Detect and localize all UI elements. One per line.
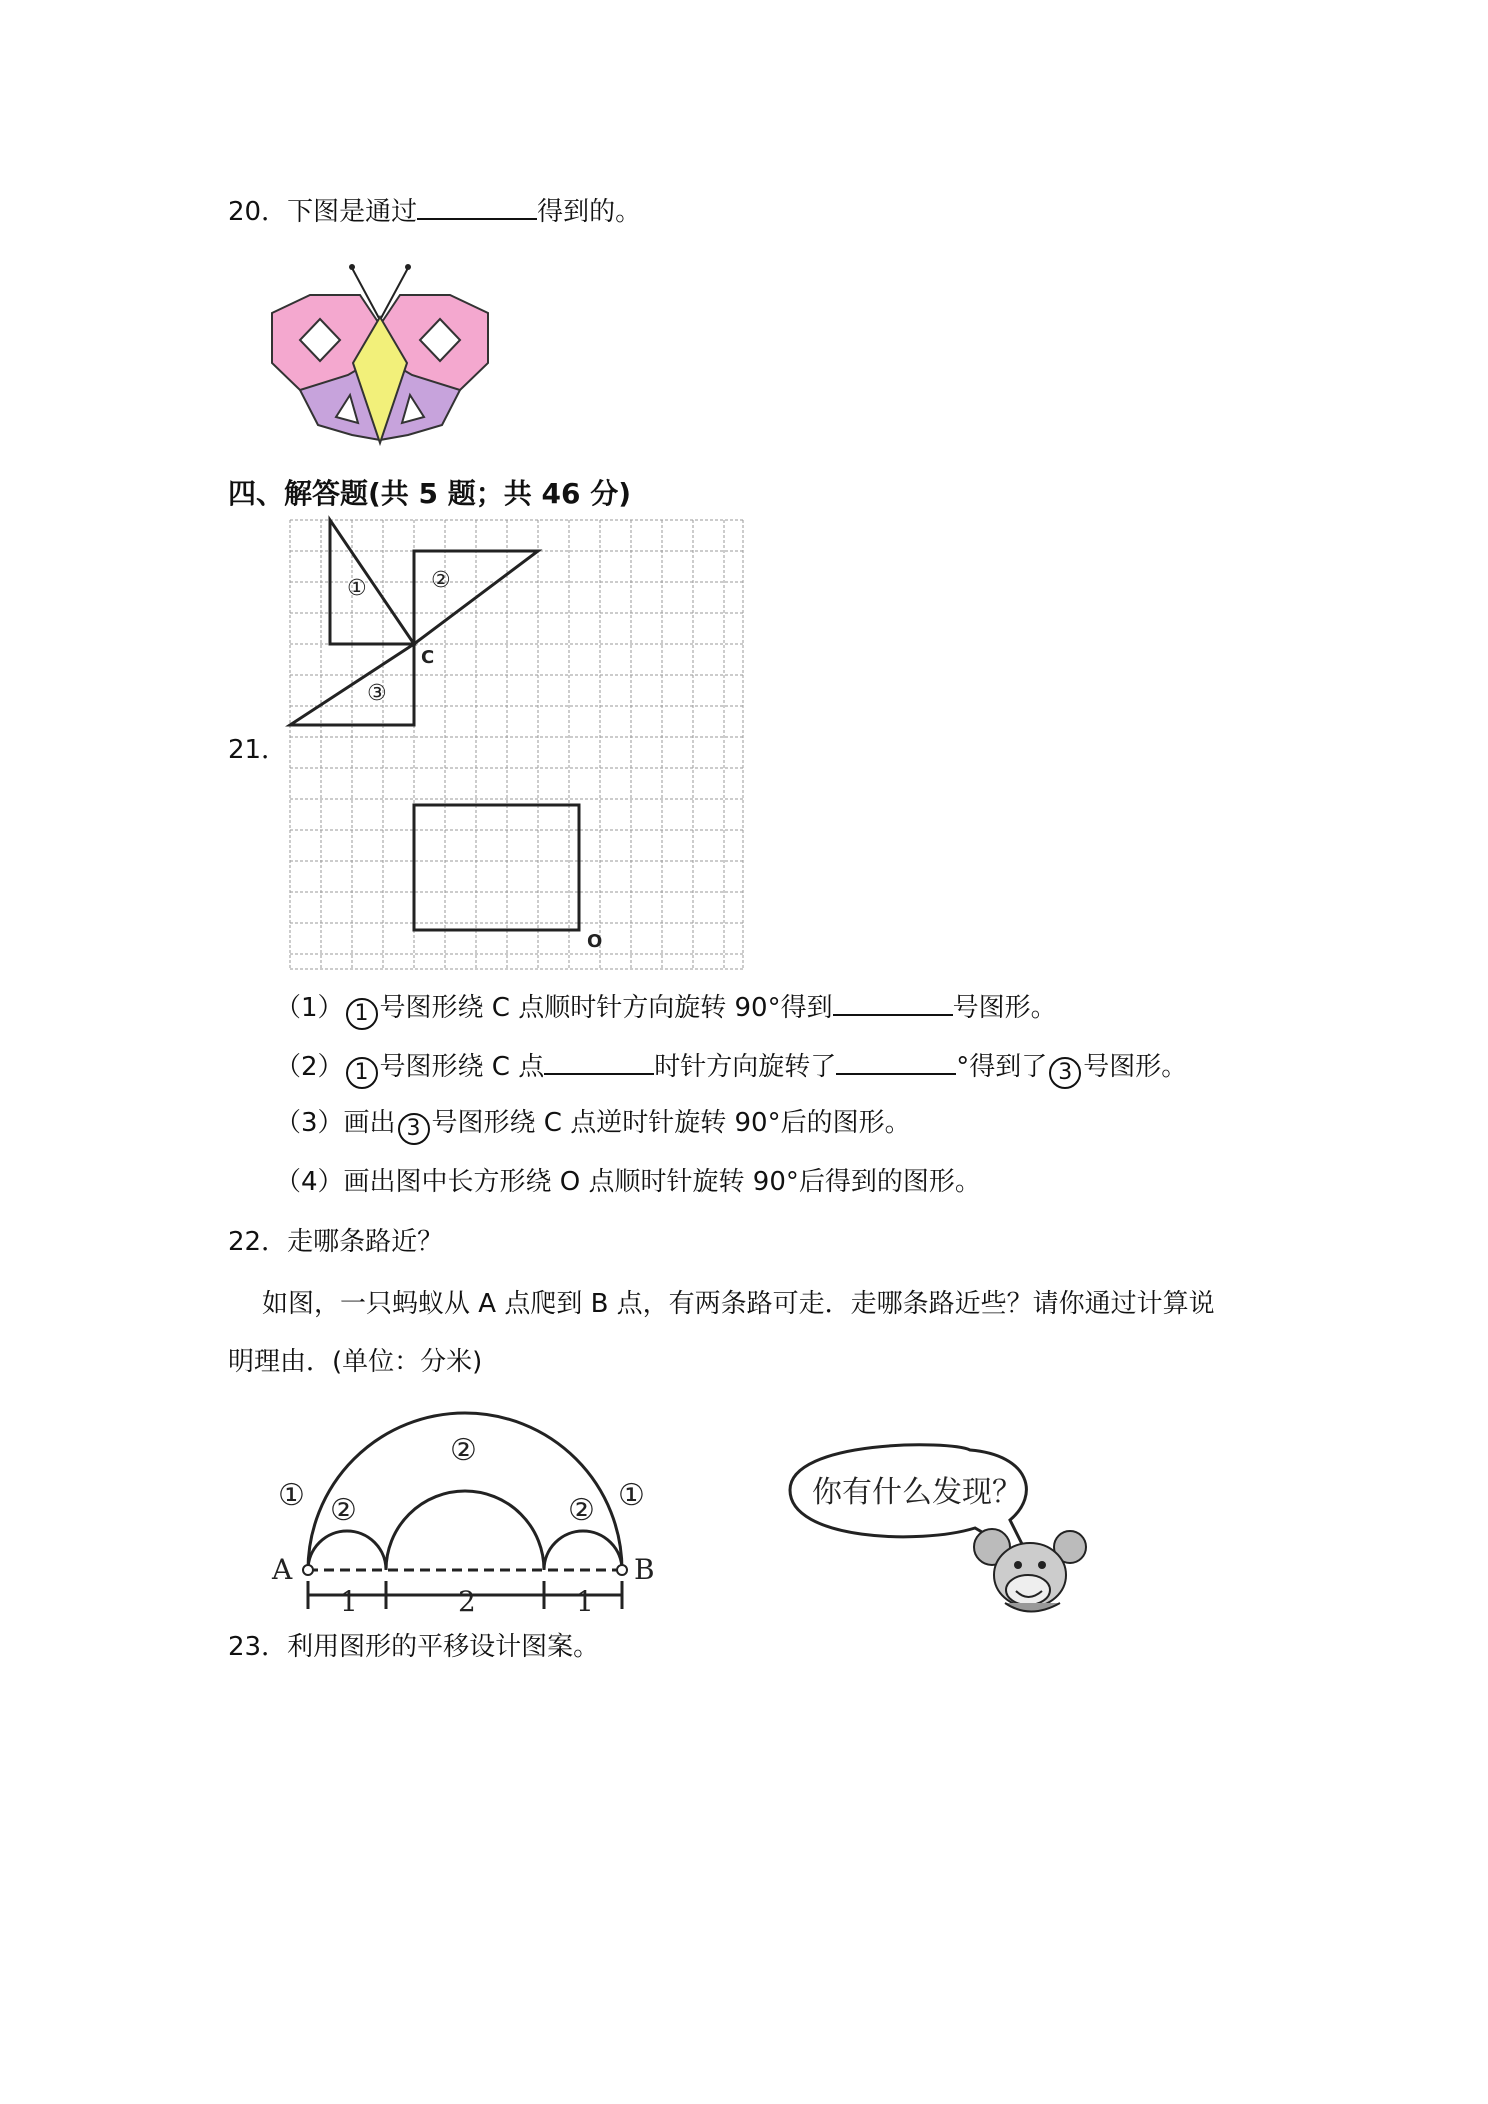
- dim-right-label: 1: [576, 1585, 594, 1618]
- middle-semicircle: [386, 1491, 544, 1570]
- q23-line: [228, 1630, 599, 1664]
- q20-text-after: 得到的。: [537, 197, 642, 227]
- small-semicircle-left: [308, 1531, 386, 1570]
- q22-title-line: [228, 1225, 443, 1259]
- bubble-text: 你有什么发现？: [812, 1475, 1022, 1510]
- q22-body-line1: 如图，一只蚂蚁从 A 点爬到 B 点，有两条路可走．走哪条路近些？请你通过计算说: [262, 1289, 1215, 1319]
- path1-label-right: ①: [618, 1478, 645, 1513]
- label-c: C: [421, 647, 435, 668]
- point-a: [303, 1565, 313, 1575]
- label-b: B: [634, 1553, 655, 1586]
- label-o: O: [587, 931, 603, 952]
- dim-mid-label: 2: [458, 1585, 476, 1618]
- rectangle-shape: [414, 805, 579, 930]
- left-antenna-tip: [349, 264, 355, 270]
- section-heading: 四、解答题(共 5 题；共 46 分): [228, 477, 632, 510]
- label-1: ①: [347, 576, 367, 601]
- path1-label-left: ①: [278, 1478, 305, 1513]
- path2-label-left: ②: [330, 1493, 357, 1528]
- circled-3: 3: [1049, 1057, 1081, 1089]
- circled-3: 3: [398, 1113, 430, 1145]
- q21-sub2-blank-direction[interactable]: [544, 1047, 654, 1075]
- path2-label-mid: ②: [450, 1433, 477, 1468]
- point-b: [617, 1565, 627, 1575]
- q22-number: 22．: [228, 1227, 288, 1257]
- q21-sub1-blank[interactable]: [833, 988, 953, 1016]
- q21-sub2: （2） 1 号图形绕 C 点 时针方向旋转了 °得到了 3 号图形。: [275, 1047, 1187, 1089]
- small-semicircle-right: [544, 1531, 622, 1570]
- circled-1: 1: [346, 1057, 378, 1089]
- path2-label-right: ②: [568, 1493, 595, 1528]
- butterfly-figure: [260, 255, 500, 450]
- q20-text-before: 下图是通过: [287, 197, 418, 227]
- label-a: A: [272, 1553, 293, 1586]
- q21-sub3: （3）画出 3 号图形绕 C 点逆时针旋转 90°后的图形。: [275, 1106, 911, 1145]
- q21-sub2-blank-angle[interactable]: [836, 1047, 956, 1075]
- label-2: ②: [431, 568, 451, 593]
- circled-1: 1: [346, 998, 378, 1030]
- label-3: ③: [367, 681, 387, 706]
- q20-number: 20．: [228, 197, 288, 227]
- q20-line: [228, 192, 641, 229]
- q21-sub1: （1） 1 号图形绕 C 点顺时针方向旋转 90°得到 号图形。: [275, 988, 1057, 1030]
- q23-number: 23．: [228, 1632, 288, 1662]
- q21-sub4: （4）画出图中长方形绕 O 点顺时针旋转 90°后得到的图形。: [275, 1167, 981, 1197]
- mouse-cartoon-icon: [974, 1529, 1086, 1612]
- q22-body-line2: 明理由．(单位：分米): [228, 1347, 483, 1377]
- right-antenna-tip: [405, 264, 411, 270]
- rotation-grid-figure: [285, 515, 757, 975]
- q22-title: 走哪条路近？: [287, 1227, 444, 1257]
- semicircle-paths-figure: [270, 1395, 1100, 1635]
- q23-text: 利用图形的平移设计图案。: [287, 1632, 600, 1662]
- q21-number: 21．: [228, 735, 288, 765]
- dim-left-label: 1: [340, 1585, 358, 1618]
- q20-answer-blank[interactable]: [417, 192, 537, 220]
